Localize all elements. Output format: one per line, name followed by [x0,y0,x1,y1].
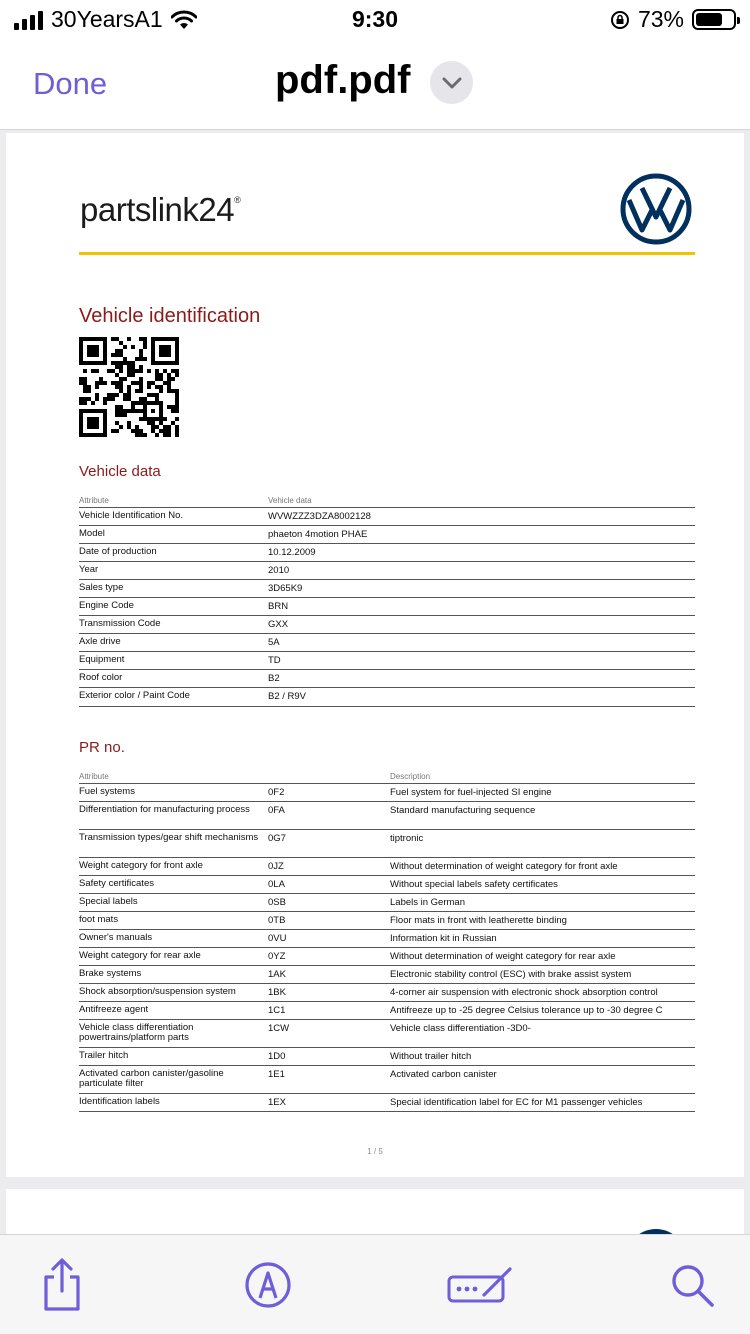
row-attribute: Identification labels [79,1096,160,1107]
row-attribute: Activated carbon canister/gasoline particulate filter [79,1068,224,1089]
table-row [79,784,695,802]
row-description: Without determination of weight category for rear axle [390,951,616,962]
table-row [79,858,695,876]
table-row [79,544,695,562]
row-code: 1D0 [268,1051,286,1062]
row-value: 5A [268,637,280,648]
vehicle-data-table [79,494,695,707]
header-vehicle-data: Vehicle data [268,496,312,505]
partslink24-logo [80,191,240,229]
vehicle-identification-heading: Vehicle identification [79,305,261,327]
row-description: Standard manufacturing sequence [390,805,536,816]
table-row [79,984,695,1002]
logo-registered-mark: ® [234,195,241,205]
row-description: Antifreeze up to -25 degree Celsius tolerance up to -30 degree C [390,1005,663,1016]
row-description: Electronic stability control (ESC) with brake assist system [390,969,632,980]
battery-icon [692,9,736,30]
table-row [79,580,695,598]
row-attribute: Date of production [79,546,157,557]
row-attribute: Safety certificates [79,878,154,889]
table-row [79,634,695,652]
row-description: Without determination of weight category for front axle [390,861,618,872]
row-attribute: Engine Code [79,600,134,611]
row-attribute: Special labels [79,896,138,907]
battery-fill [696,13,722,26]
pdf-page [6,133,744,1177]
done-button[interactable]: Done [33,66,108,101]
document-title[interactable]: pdf.pdf [275,58,411,102]
row-attribute: Differentiation for manufacturing process [79,804,250,815]
row-description: Without special labels safety certificates [390,879,558,890]
row-attribute: Model [79,528,105,539]
row-code: 0FA [268,805,285,816]
vehicle-data-heading: Vehicle data [79,463,161,480]
row-code: 1EX [268,1097,286,1108]
row-code: 0YZ [268,951,286,962]
title-menu-button[interactable] [430,61,473,104]
share-icon [38,1257,86,1313]
table-row [79,526,695,544]
table-row [79,930,695,948]
table-row [79,1094,695,1112]
search-button[interactable] [664,1257,720,1313]
table-row [79,688,695,707]
row-attribute: Weight category for rear axle [79,950,201,961]
row-value: BRN [268,601,289,612]
row-value: phaeton 4motion PHAE [268,529,368,540]
row-attribute: Sales type [79,582,124,593]
table-row [79,966,695,984]
header-description: Description [390,772,431,781]
status-right [610,6,736,33]
table-row [79,876,695,894]
table-row [79,652,695,670]
row-description: tiptronic [390,833,424,844]
row-description: Special identification label for EC for M1 passenger vehicles [390,1097,643,1108]
qr-code [79,337,179,437]
row-attribute: Brake systems [79,968,142,979]
row-code: 0F2 [268,787,285,798]
row-value: 10.12.2009 [268,547,316,558]
row-attribute: Year [79,564,99,575]
markup-button[interactable] [240,1257,296,1313]
pr-table [79,770,695,1112]
vehicle-data-rows [79,508,695,707]
table-row [79,948,695,966]
row-value: B2 / R9V [268,691,307,702]
row-attribute: Transmission Code [79,618,161,629]
row-code: 1BK [268,987,286,998]
row-description: Activated carbon canister [390,1069,497,1080]
row-attribute: Trailer hitch [79,1050,129,1061]
table-row [79,1020,695,1048]
row-attribute: Vehicle class differentiation powertrains/platform parts [79,1022,194,1043]
pr-no-heading: PR no. [79,739,125,756]
row-code: 1C1 [268,1005,286,1016]
carrier-label: 30YearsA1 [51,6,163,32]
row-code: 0TB [268,915,286,926]
row-code: 0LA [268,879,285,890]
row-description: Labels in German [390,897,465,908]
table-header [79,770,695,784]
share-button[interactable] [34,1257,90,1313]
battery-percent: 73% [637,6,684,32]
table-row [79,1002,695,1020]
row-description: Information kit in Russian [390,933,497,944]
row-attribute: Antifreeze agent [79,1004,149,1015]
table-row [79,1048,695,1066]
table-row [79,508,695,526]
logo-text: partslink24 [80,191,235,228]
row-attribute: Shock absorption/suspension system [79,986,236,997]
row-value: TD [268,655,281,666]
row-description: Without trailer hitch [390,1051,472,1062]
row-attribute: Roof color [79,672,123,683]
row-code: 0JZ [268,861,284,872]
row-description: Vehicle class differentiation -3D0- [390,1023,531,1034]
row-code: 0G7 [268,833,286,844]
header-attribute: Attribute [79,772,109,781]
search-icon [668,1261,716,1309]
table-row [79,894,695,912]
row-value: GXX [268,619,289,630]
row-attribute: Equipment [79,654,125,665]
pdf-page-next [6,1189,744,1234]
bottom-toolbar [0,1234,750,1334]
row-attribute: Axle drive [79,636,121,647]
table-row [79,598,695,616]
pr-rows [79,784,695,1112]
pdf-viewer[interactable] [0,131,750,1234]
clock: 9:30 [351,6,399,32]
row-attribute: Transmission types/gear shift mechanisms [79,832,259,843]
table-row [79,1066,695,1094]
vw-logo-icon [620,173,692,245]
row-description: Floor mats in front with leatherette binding [390,915,567,926]
table-row [79,562,695,580]
table-row [79,616,695,634]
row-code: 0SB [268,897,286,908]
row-code: 1CW [268,1023,290,1034]
row-attribute: Fuel systems [79,786,135,797]
table-row [79,912,695,930]
row-description: 4-corner air suspension with electronic shock absorption control [390,987,658,998]
row-value: B2 [268,673,280,684]
status-bar [0,0,750,42]
form-fill-button[interactable] [445,1257,515,1313]
row-value: 3D65K9 [268,583,303,594]
row-attribute: Weight category for front axle [79,860,203,871]
row-attribute: Vehicle Identification No. [79,510,184,521]
row-code: 0VU [268,933,287,944]
table-row [79,802,695,830]
header-attribute: Attribute [79,496,109,505]
page-number: 1 / 5 [367,1147,383,1156]
markup-icon [244,1261,292,1309]
orientation-lock-icon [610,10,630,30]
row-code: 1AK [268,969,286,980]
table-row [79,830,695,858]
table-row [79,670,695,688]
row-description: Fuel system for fuel-injected SI engine [390,787,552,798]
row-attribute: foot mats [79,914,119,925]
row-code: 1E1 [268,1069,285,1080]
navigation-bar [0,42,750,130]
row-attribute: Owner's manuals [79,932,153,943]
table-header [79,494,695,508]
chevron-down-icon [442,77,462,89]
form-fill-icon [446,1265,514,1305]
row-value: WVWZZZ3DZA8002128 [268,511,371,522]
row-value: 2010 [268,565,290,576]
header-rule [79,252,695,255]
row-attribute: Exterior color / Paint Code [79,690,190,701]
